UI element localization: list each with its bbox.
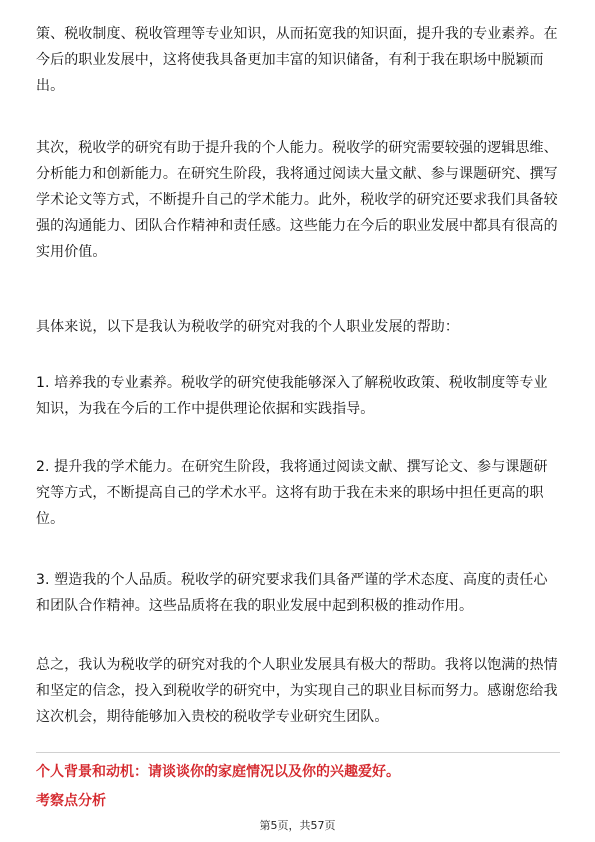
paragraph-2: 其次，税收学的研究有助于提升我的个人能力。税收学的研究需要较强的逻辑思维、分析能力和创新能力。在研究生阶段，我将通过阅读大量文献、参与课题研究、撰写学术论文等方式，不断提升自己的学术能力。此外，税收学的研究还要求我们具备较强的沟通能力、团队合作精神和责任感。这些能力在今后的职业发展中都具有很高的实用价值。 — [36, 140, 558, 260]
list-item-1: 1. 培养我的专业素养。税收学的研究使我能够深入了解税收政策、税收制度等专业知识，为我在今后的工作中提供理论依据和实践指导。 — [36, 375, 548, 417]
paragraph-1: 策、税收制度、税收管理等专业知识，从而拓宽我的知识面，提升我的专业素养。在今后的职业发展中，这将使我具备更加丰富的知识储备，有利于我在职场中脱颖而出。 — [36, 26, 558, 94]
list-item-2: 2. 提升我的学术能力。在研究生阶段，我将通过阅读文献、撰写论文、参与课题研究等方式，不断提高自己的学术水平。这将有助于我在未来的职场中担任更高的职位。 — [36, 459, 548, 527]
paragraph-3: 具体来说，以下是我认为税收学的研究对我的个人职业发展的帮助： — [36, 319, 459, 335]
list-item-3: 3. 塑造我的个人品质。税收学的研究要求我们具备严谨的学术态度、高度的责任心和团队合作精神。这些品质将在我的职业发展中起到积极的推动作用。 — [36, 572, 548, 614]
page-number: 第5页，共57页 — [259, 819, 336, 832]
divider — [36, 752, 560, 753]
paragraph-conclusion: 总之，我认为税收学的研究对我的个人职业发展具有极大的帮助。我将以饱满的热情和坚定的信念，投入到税收学的研究中，为实现自己的职业目标而努力。感谢您给我这次机会，期待能够加入贵校的税收学专业研究生团队。 — [36, 657, 558, 725]
question-heading: 个人背景和动机：请谈谈你的家庭情况以及你的兴趣爱好。 — [36, 764, 400, 780]
section-heading: 考察点分析 — [36, 793, 106, 809]
